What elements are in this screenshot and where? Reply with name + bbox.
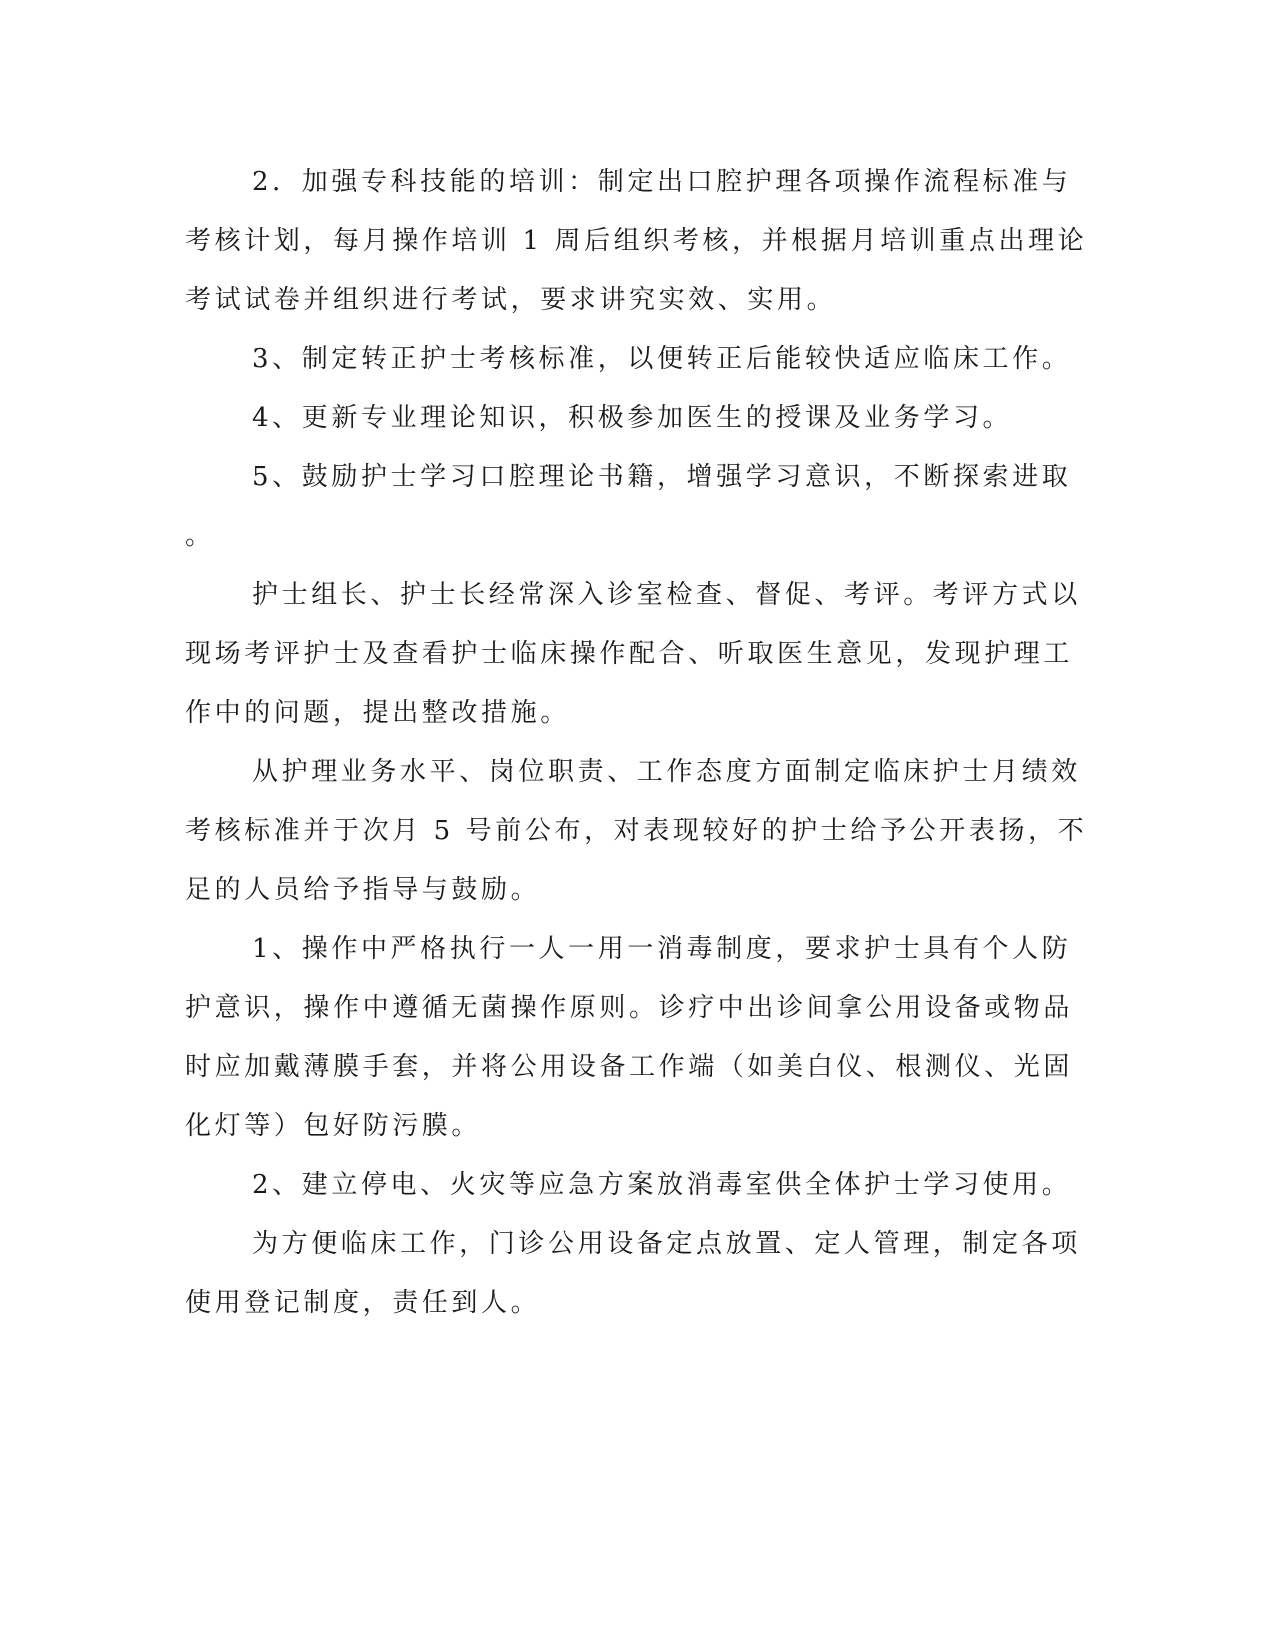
paragraph-line: 。 <box>185 521 215 551</box>
paragraph-line: 护意识，操作中遵循无菌操作原则。诊疗中出诊间拿公用设备或物品 <box>185 993 1074 1023</box>
paragraph-line: 从护理业务水平、岗位职责、工作态度方面制定临床护士月绩效 <box>252 757 1081 787</box>
paragraph-line: 考核标准并于次月 5 号前公布，对表现较好的护士给予公开表扬，不 <box>185 816 1088 846</box>
paragraph-line: 时应加戴薄膜手套，并将公用设备工作端（如美白仪、根测仪、光固 <box>185 1052 1074 1082</box>
paragraph-line: 为方便临床工作，门诊公用设备定点放置、定人管理，制定各项 <box>252 1229 1081 1259</box>
paragraph-line: 2．加强专科技能的培训：制定出口腔护理各项操作流程标准与 <box>252 167 1072 197</box>
paragraph-line: 5、鼓励护士学习口腔理论书籍，增强学习意识，不断探索进取 <box>252 462 1072 492</box>
paragraph-line: 考试试卷并组织进行考试，要求讲究实效、实用。 <box>185 285 837 315</box>
paragraph-line: 足的人员给予指导与鼓励。 <box>185 875 541 905</box>
paragraph-line: 使用登记制度，责任到人。 <box>185 1288 541 1318</box>
document-body <box>185 153 1088 1333</box>
paragraph-line: 3、制定转正护士考核标准，以便转正后能较快适应临床工作。 <box>252 344 1072 374</box>
paragraph-line: 4、更新专业理论知识，积极参加医生的授课及业务学习。 <box>252 403 1013 433</box>
paragraph-line: 1、操作中严格执行一人一用一消毒制度，要求护士具有个人防 <box>252 934 1072 964</box>
paragraph-line: 现场考评护士及查看护士临床操作配合、听取医生意见，发现护理工 <box>185 639 1074 669</box>
paragraph-line: 2、建立停电、火灾等应急方案放消毒室供全体护士学习使用。 <box>252 1170 1072 1200</box>
paragraph-line: 化灯等）包好防污膜。 <box>185 1111 482 1141</box>
paragraph-line: 考核计划，每月操作培训 1 周后组织考核，并根据月培训重点出理论 <box>185 226 1088 256</box>
paragraph-line: 作中的问题，提出整改措施。 <box>185 698 570 728</box>
paragraph-line: 护士组长、护士长经常深入诊室检查、督促、考评。考评方式以 <box>252 580 1081 610</box>
